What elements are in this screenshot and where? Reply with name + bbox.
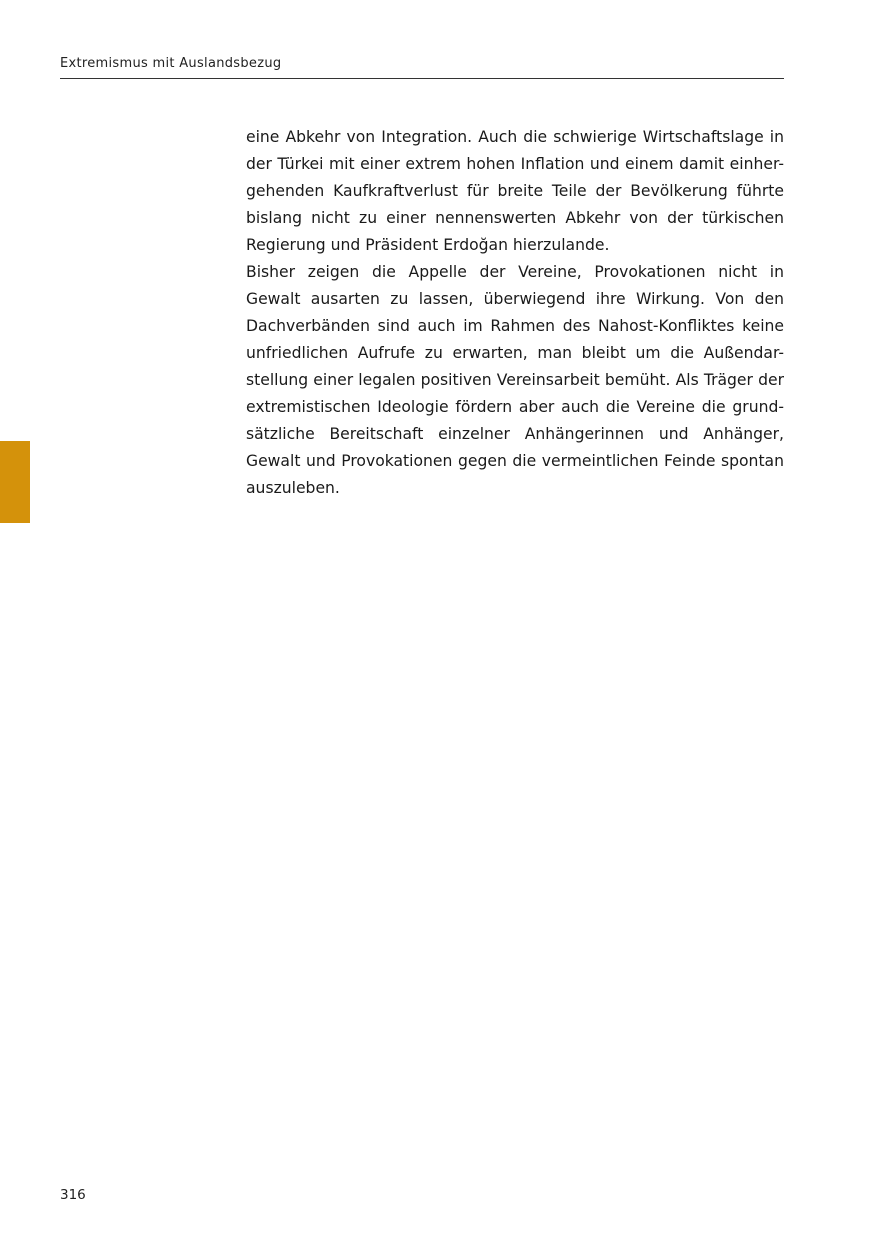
text-line: Dachverbänden sind auch im Rahmen des Nahost-Konfliktes keine xyxy=(246,317,784,335)
text-line: gehenden Kaufkraftverlust für breite Teile der Bevölkerung führte xyxy=(246,182,784,200)
text-line: extremistischen Ideologie fördern aber auch die Vereine die grund- xyxy=(246,398,784,416)
text-line: sätzliche Bereitschaft einzelner Anhängerinnen und Anhänger, xyxy=(246,425,784,443)
text-line: bislang nicht zu einer nennenswerten Abkehr von der türkischen xyxy=(246,209,784,227)
text-line: auszuleben. xyxy=(246,479,340,497)
text-line: stellung einer legalen positiven Vereinsarbeit bemüht. Als Träger der xyxy=(246,371,784,389)
text-line: Bisher zeigen die Appelle der Vereine, Provokationen nicht in xyxy=(246,263,784,281)
text-line: der Türkei mit einer extrem hohen Inflation und einem damit einher- xyxy=(246,155,784,173)
text-line: Gewalt ausarten zu lassen, überwiegend ihre Wirkung. Von den xyxy=(246,290,784,308)
section-tab-marker xyxy=(0,441,30,523)
body-text xyxy=(246,124,784,502)
text-line: eine Abkehr von Integration. Auch die schwierige Wirtschaftslage in xyxy=(246,128,784,146)
text-line: unfriedlichen Aufrufe zu erwarten, man bleibt um die Außendar- xyxy=(246,344,784,362)
text-line: Gewalt und Provokationen gegen die vermeintlichen Feinde spontan xyxy=(246,452,784,470)
text-line: Regierung und Präsident Erdoğan hierzulande. xyxy=(246,236,610,254)
page-number: 316 xyxy=(60,1187,86,1203)
header-rule xyxy=(60,78,784,79)
running-header: Extremismus mit Auslandsbezug xyxy=(60,56,282,71)
